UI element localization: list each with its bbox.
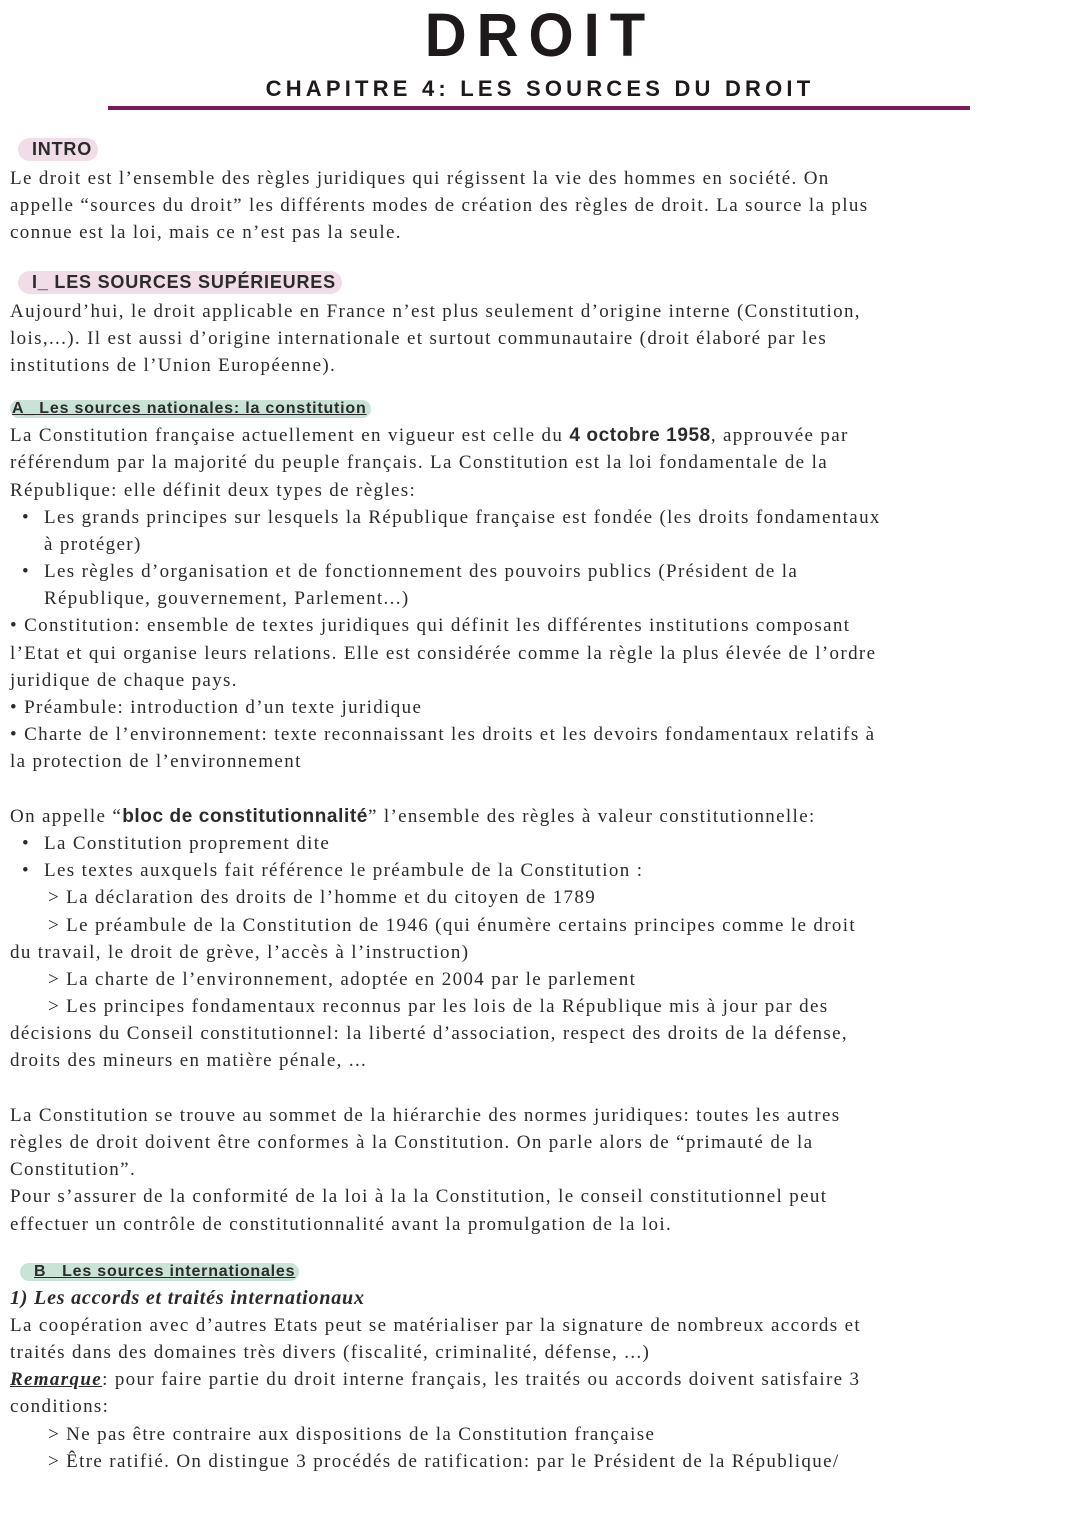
sub-item: > Le préambule de la Constitution de 1946 (qui énumère certains principes comme le droit bbox=[48, 914, 857, 936]
section-heading: B Les sources internationales bbox=[20, 1263, 299, 1281]
bullet-item: • Les textes auxquels fait référence le préambule de la Constitution : bbox=[10, 857, 1075, 884]
text-line: • Constitution: ensemble de textes juridiques qui définit les différentes institutions composant bbox=[10, 615, 851, 637]
text-line bbox=[10, 422, 1075, 449]
text-line: règles de droit doivent être conformes à la Constitution. On parle alors de “primauté de la bbox=[10, 1132, 814, 1153]
text-line: République, gouvernement, Parlement...) bbox=[44, 588, 410, 610]
bullet-item: • Les grands principes sur lesquels la République française est fondée (les droits fondamentaux bbox=[10, 504, 1075, 531]
text-line: • Préambule: introduction d’un texte juridique bbox=[10, 697, 423, 718]
text-line: Le droit est l’ensemble des règles juridiques qui régissent la vie des hommes en société. On bbox=[10, 168, 830, 189]
bold-text: bloc de constitutionnalité bbox=[122, 805, 368, 827]
text-line: l’Etat et qui organise leurs relations. Elle est considérée comme la règle la plus élevée de l’ordre bbox=[10, 642, 877, 664]
text-line bbox=[10, 1075, 1075, 1102]
section-heading: I_ LES SOURCES SUPÉRIEURES bbox=[18, 271, 342, 294]
text-line: • Charte de l’environnement: texte reconnaissant les droits et les devoirs fondamentaux relatifs à bbox=[10, 724, 876, 746]
text-segment: ” l’ensemble des règles à valeur constitutionnelle: bbox=[367, 805, 816, 827]
text-line: référendum par la majorité du peuple français. La Constitution est la loi fondamentale de la bbox=[10, 452, 828, 474]
text-line: juridique de chaque pays. bbox=[10, 669, 238, 691]
section-heading-row bbox=[10, 397, 1075, 422]
remark-label: Remarque bbox=[10, 1369, 103, 1391]
text-segment: La Constitution française actuellement en vigueur est celle du bbox=[10, 425, 570, 447]
bold-text: 4 octobre 1958 bbox=[569, 425, 711, 447]
chapter-title: CHAPITRE 4: LES SOURCES DU DROIT bbox=[265, 76, 815, 101]
text-segment: On appelle “ bbox=[10, 805, 123, 827]
text-line: lois,...). Il est aussi d’origine internationale et surtout communautaire (droit élaboré par les bbox=[10, 327, 828, 349]
text-line: La Constitution se trouve au sommet de la hiérarchie des normes juridiques: toutes les autres bbox=[10, 1104, 841, 1126]
text-line: La coopération avec d’autres Etats peut se matérialiser par la signature de nombreux accords et bbox=[10, 1314, 861, 1336]
text-line: Constitution”. bbox=[10, 1159, 137, 1181]
text-line: Aujourd’hui, le droit applicable en France n’est plus seulement d’origine interne (Constitution, bbox=[10, 300, 861, 322]
title-divider bbox=[108, 106, 970, 110]
text-line: la protection de l’environnement bbox=[10, 751, 302, 773]
text-line: République: elle définit deux types de règles: bbox=[10, 479, 417, 501]
section-heading: A_ Les sources nationales: la constitution bbox=[10, 400, 371, 418]
bullet-item: • La Constitution proprement dite bbox=[10, 830, 1075, 857]
document-body bbox=[10, 136, 1075, 1475]
sub-item: > Être ratifié. On distingue 3 procédés de ratification: par le Président de la République/ bbox=[48, 1450, 840, 1472]
text-line: décisions du Conseil constitutionnel: la liberté d’association, respect des droits de la défense, bbox=[10, 1023, 848, 1045]
bullet-item: • Les règles d’organisation et de fonctionnement des pouvoirs publics (Président de la bbox=[10, 558, 1075, 585]
text-line: Pour s’assurer de la conformité de la loi à la la Constitution, le conseil constitutionnel peut bbox=[10, 1186, 828, 1208]
text-line: traités dans des domaines très divers (fiscalité, criminalité, défense, ...) bbox=[10, 1341, 651, 1363]
section-heading-row bbox=[10, 136, 1075, 165]
text-segment: , approuvée par bbox=[710, 425, 849, 447]
document-title: DROIT bbox=[424, 1, 656, 70]
sub-item: > Ne pas être contraire aux dispositions de la Constitution française bbox=[48, 1423, 656, 1445]
text-line: droits des mineurs en matière pénale, ... bbox=[10, 1050, 368, 1072]
section-heading-row bbox=[10, 269, 1075, 298]
section-heading-row bbox=[10, 1260, 1075, 1285]
text-line bbox=[10, 776, 1075, 803]
text-line bbox=[10, 803, 1075, 830]
text-line: connue est la loi, mais ce n’est pas la seule. bbox=[10, 222, 402, 244]
spacer bbox=[10, 379, 1075, 397]
spacer bbox=[10, 247, 1075, 269]
sub-item: > La charte de l’environnement, adoptée en 2004 par le parlement bbox=[48, 968, 637, 990]
section-heading: INTRO bbox=[18, 138, 98, 161]
text-line: conditions: bbox=[10, 1396, 110, 1418]
text-line bbox=[10, 1366, 1075, 1393]
text-segment: : pour faire partie du droit interne français, les traités ou accords doivent satisfaire 3 bbox=[102, 1369, 861, 1391]
text-line: institutions de l’Union Européenne). bbox=[10, 354, 337, 376]
sub-item: > La déclaration des droits de l’homme et du citoyen de 1789 bbox=[48, 887, 597, 909]
spacer bbox=[10, 1238, 1075, 1260]
text-line: du travail, le droit de grève, l’accès à l’instruction) bbox=[10, 941, 470, 963]
sub-item: > Les principes fondamentaux reconnus par les lois de la République mis à jour par des bbox=[48, 996, 829, 1018]
text-line: à protéger) bbox=[44, 533, 142, 555]
text-line: effectuer un contrôle de constitutionnalité avant la promulgation de la loi. bbox=[10, 1213, 673, 1235]
subsection-heading: 1) Les accords et traités internationaux bbox=[10, 1286, 365, 1309]
text-line: appelle “sources du droit” les différents modes de création des règles de droit. La source la plus bbox=[10, 195, 869, 217]
